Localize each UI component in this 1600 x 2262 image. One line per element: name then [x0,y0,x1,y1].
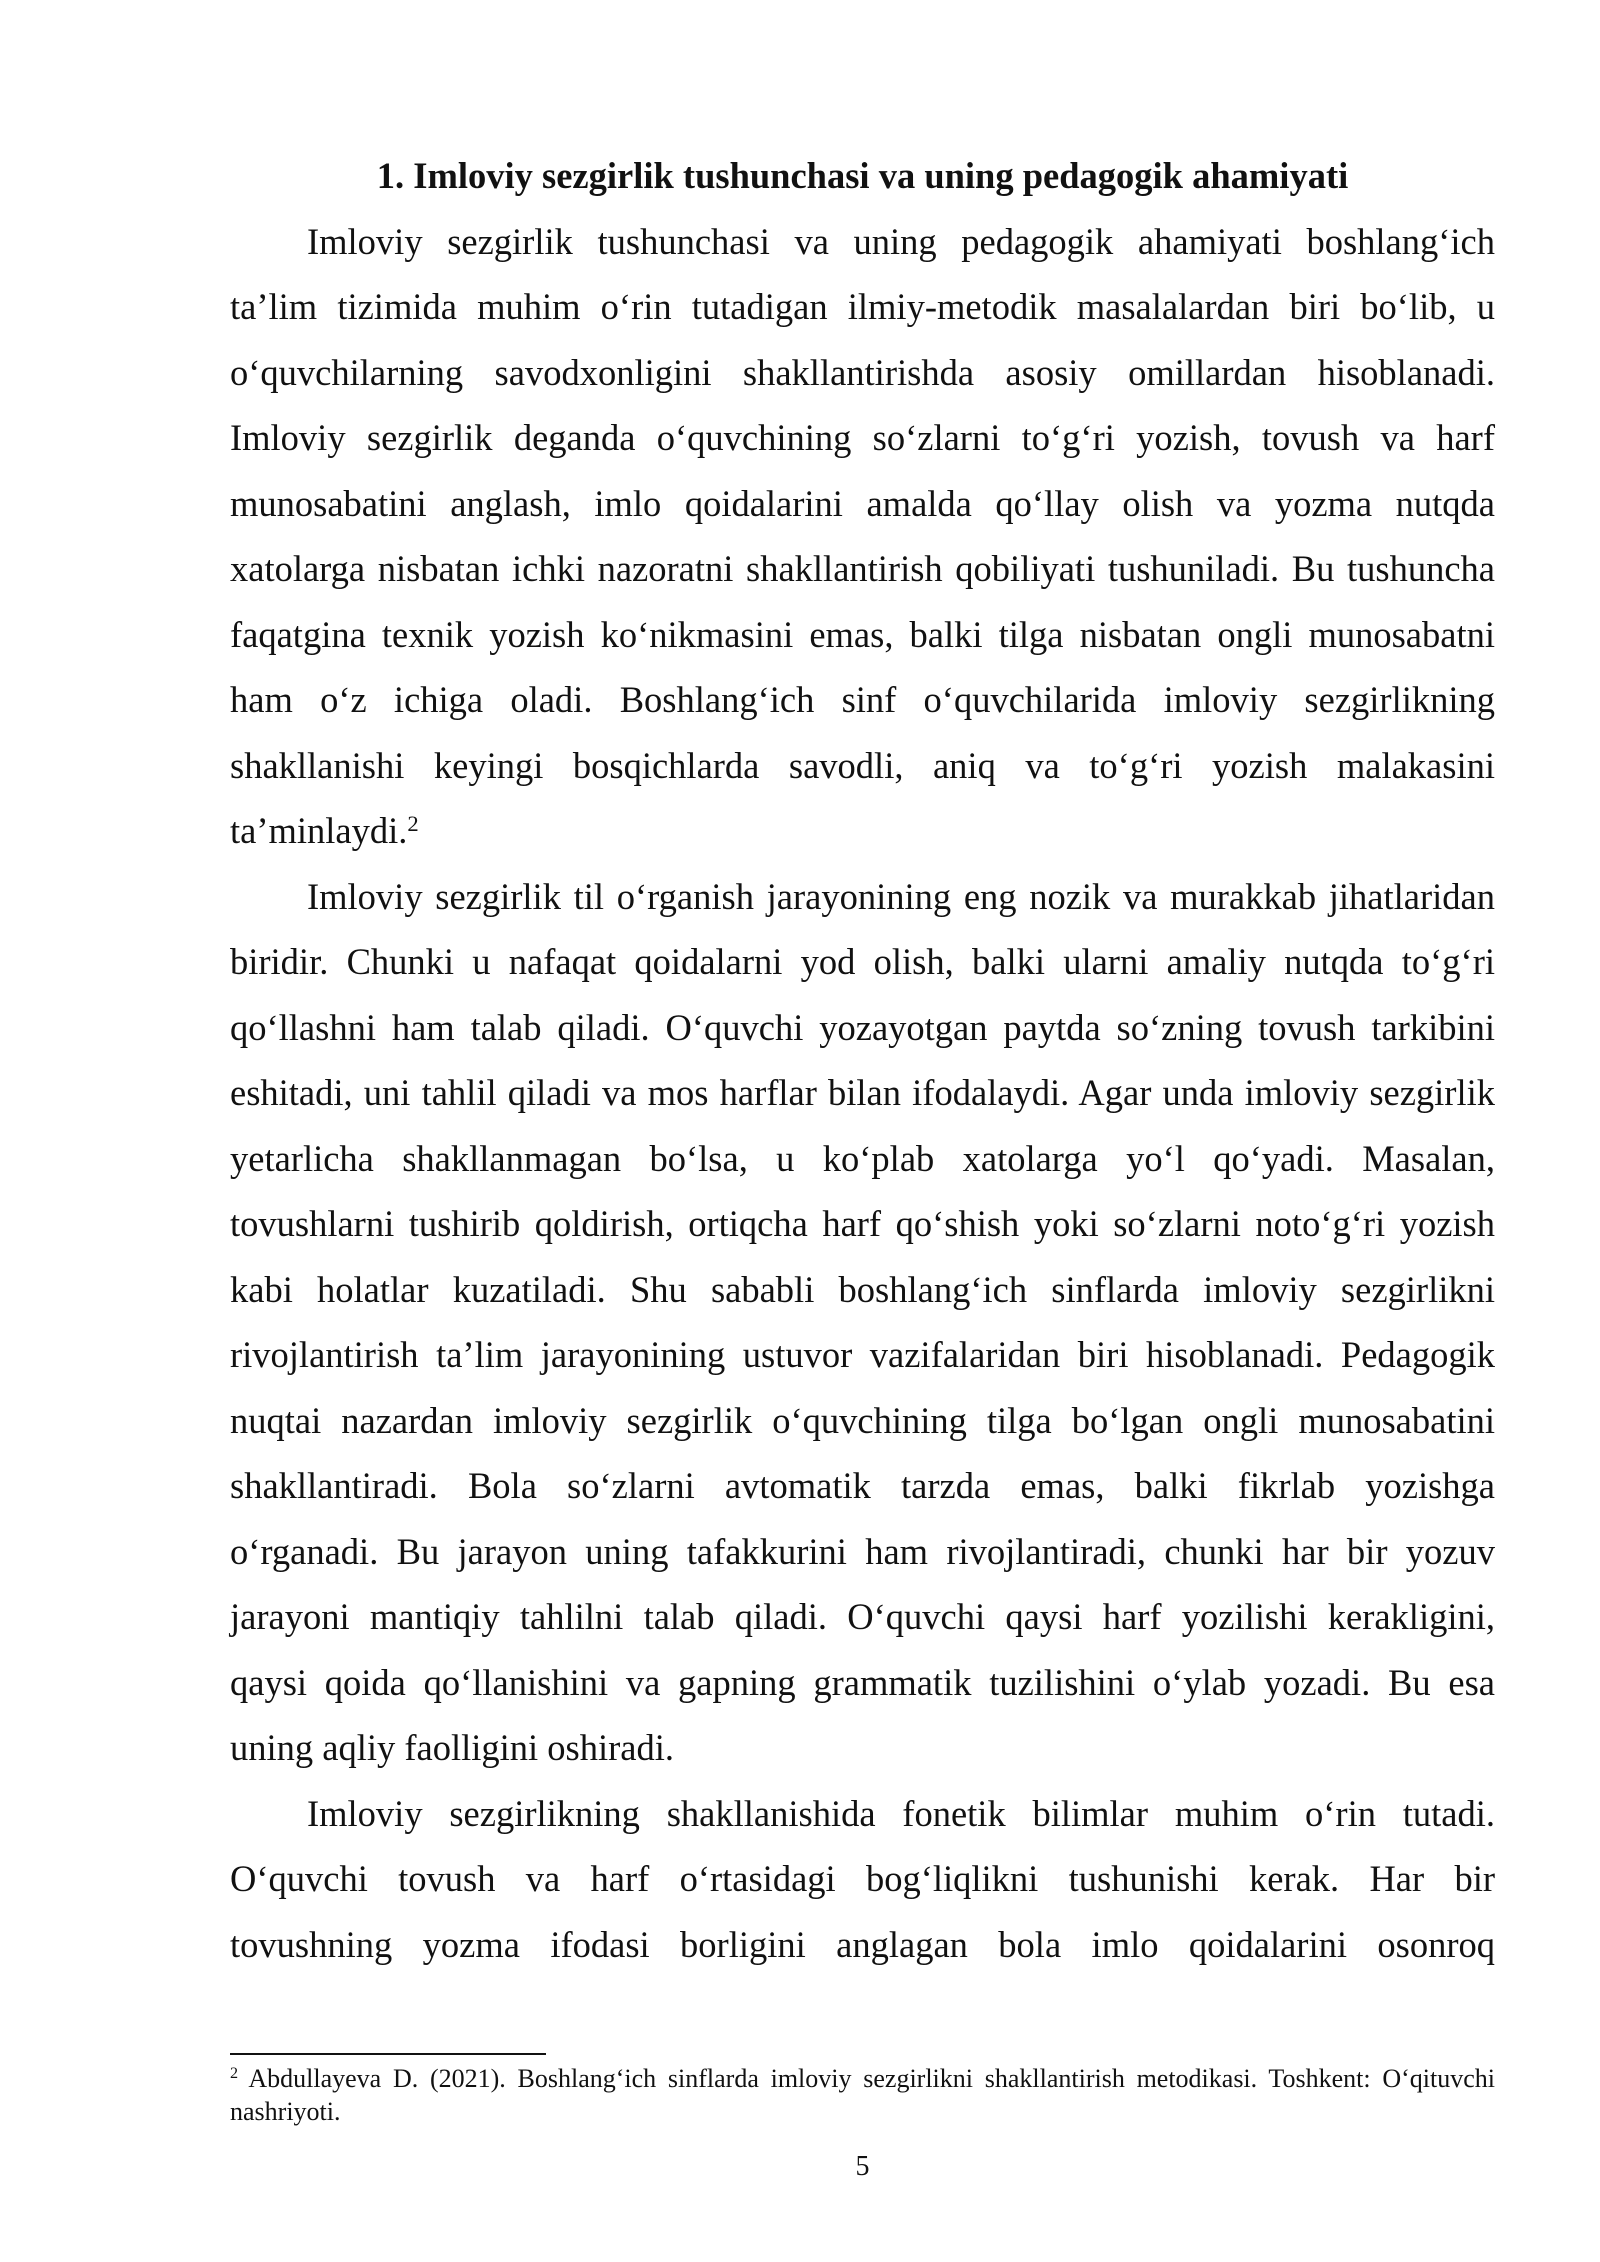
paragraph-line: uning aqliy faolligini oshiradi. [230,1727,675,1768]
paragraph-line: o‘rganadi. Bu jarayon uning tafakkurini ham rivojlantiradi, chunki har bir yozuv [230,1530,1495,1572]
paragraph-line: kabi holatlar kuzatiladi. Shu sababli boshlang‘ich sinflarda imloviy sezgirlikni [230,1268,1495,1310]
footnote [230,2062,1495,2128]
paragraph-line: munosabatini anglash, imlo qoidalarini amalda qo‘llay olish va yozma nutqda [230,482,1495,524]
paragraph-line: ham o‘z ichiga oladi. Boshlang‘ich sinf o‘quvchilarida imloviy sezgirlikning [230,679,1495,720]
paragraph-line [230,798,1495,864]
body-text [230,143,1495,1977]
paragraph-2 [230,864,1495,1781]
footnote-marker: 2 [230,2065,239,2083]
paragraph-line: biridir. Chunki u nafaqat qoidalarni yod olish, balki ularni amaliy nutqda to‘g‘ri [230,941,1495,982]
paragraph-line: tovushning yozma ifodasi borligini anglagan bola imlo qoidalarini osonroq [230,1923,1495,1965]
paragraph-line: nuqtai nazardan imloviy sezgirlik o‘quvchining tilga bo‘lgan ongli munosabatini [230,1399,1495,1441]
paragraph-line: rivojlantirish ta’lim jarayonining ustuvor vazifalaridan biri hisoblanadi. Pedagogik [230,1334,1495,1375]
section-heading: 1. Imloviy sezgirlik tushunchasi va uning pedagogik ahamiyati [376,155,1349,196]
paragraph-line-text: ta’minlaydi. [230,810,408,851]
paragraph-3 [230,1781,1495,1978]
paragraph-line: shakllantiradi. Bola so‘zlarni avtomatik tarzda emas, balki fikrlab yozishga [230,1465,1495,1506]
paragraph-line: jarayoni mantiqiy tahlilni talab qiladi. O‘quvchi qaysi harf yozilishi kerakligini, [230,1596,1495,1637]
paragraph-line: Imloviy sezgirlik deganda o‘quvchining so‘zlarni to‘g‘ri yozish, tovush va harf [230,417,1495,458]
paragraph-line: shakllanishi keyingi bosqichlarda savodli, aniq va to‘g‘ri yozish malakasini [230,744,1495,786]
paragraph-line: Imloviy sezgirlik til o‘rganish jarayonining eng nozik va murakkab jihatlaridan [307,875,1495,917]
footnote-line: nashriyoti. [230,2097,341,2126]
footnote-line [230,2062,1495,2095]
paragraph-line: o‘quvchilarning savodxonligini shakllantirishda asosiy omillardan hisoblanadi. [230,351,1495,393]
paragraph-line: O‘quvchi tovush va harf o‘rtasidagi bog‘liqlikni tushunishi kerak. Har bir [230,1858,1495,1899]
paragraph-line: faqatgina texnik yozish ko‘nikmasini emas, balki tilga nisbatan ongli munosabatni [230,613,1495,655]
footnote-text: Abdullayeva D. (2021). Boshlang‘ich sinflarda imloviy sezgirlikni shakllantirish metodikasi. Toshkent: O‘qituvchi [248,2064,1495,2093]
paragraph-line: eshitadi, uni tahlil qiladi va mos harflar bilan ifodalaydi. Agar unda imloviy sezgirlik [230,1072,1495,1113]
paragraph-line: tovushlarni tushirib qoldirish, ortiqcha harf qo‘shish yoki so‘zlarni noto‘g‘ri yozish [230,1203,1495,1244]
paragraph-line: xatolarga nisbatan ichki nazoratni shakllantirish qobiliyati tushuniladi. Bu tushuncha [230,548,1495,589]
page-number: 5 [855,2151,870,2182]
paragraph-line: Imloviy sezgirlikning shakllanishida fonetik bilimlar muhim o‘rin tutadi. [307,1792,1495,1834]
footnote-separator [230,2053,546,2055]
footnote-reference: 2 [407,810,419,836]
paragraph-line: qaysi qoida qo‘llanishini va gapning grammatik tuzilishini o‘ylab yozadi. Bu esa [230,1661,1495,1703]
paragraph-line: Imloviy sezgirlik tushunchasi va uning pedagogik ahamiyati boshlang‘ich [307,220,1495,262]
paragraph-1 [230,209,1495,864]
paragraph-line: qo‘llashni ham talab qiladi. O‘quvchi yozayotgan paytda so‘zning tovush tarkibini [230,1006,1495,1048]
paragraph-line: ta’lim tizimida muhim o‘rin tutadigan ilmiy-metodik masalalardan biri bo‘lib, u [230,286,1495,327]
paragraph-line: yetarlicha shakllanmagan bo‘lsa, u ko‘plab xatolarga yo‘l qo‘yadi. Masalan, [230,1137,1495,1179]
